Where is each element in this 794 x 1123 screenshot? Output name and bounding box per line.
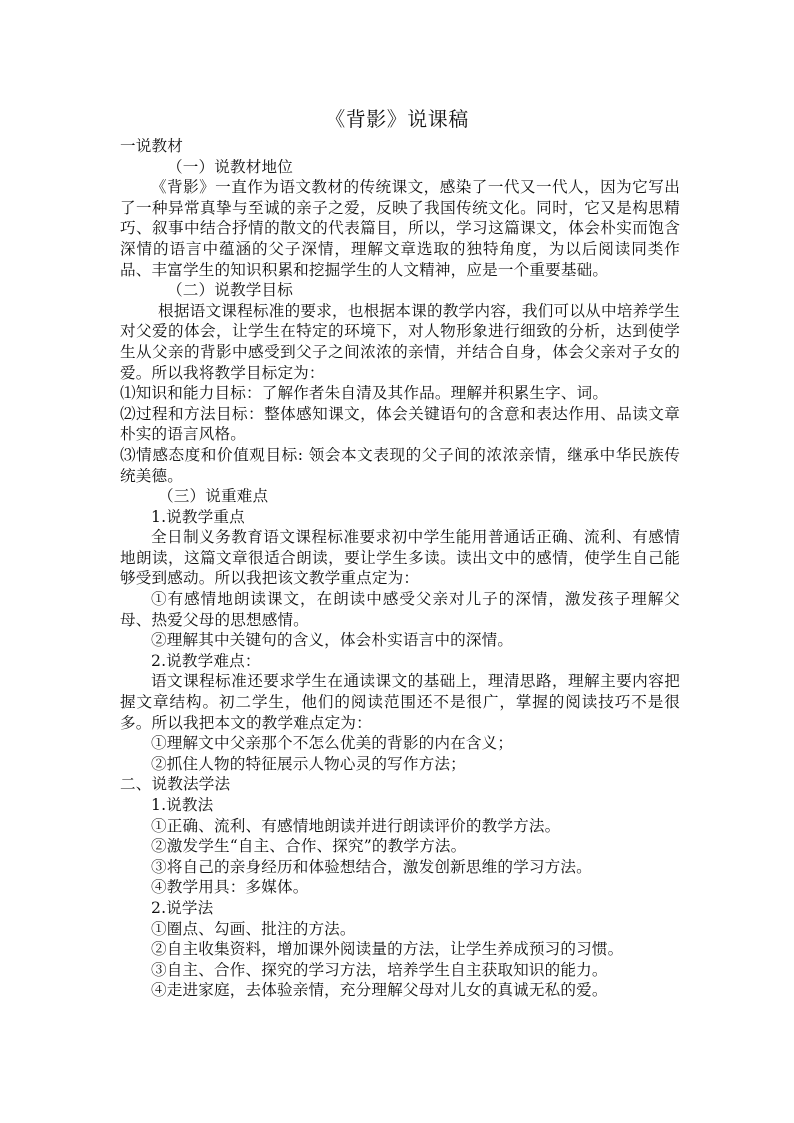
teaching-method-2: ②激发学生“自主、合作、探究”的教学方法。 [151, 837, 467, 856]
heading-teaching-key: 1.说教学重点 [151, 507, 245, 526]
document-title: 《背影》说课稿 [325, 107, 469, 131]
subheading-key-difficult: （三）说重难点 [158, 487, 269, 506]
difficulty-point-1: ①理解文中父亲那个不怎么优美的背影的内在含义； [151, 734, 514, 753]
document-body [120, 136, 680, 1001]
learning-method-1: ①圈点、勾画、批注的方法。 [151, 919, 356, 938]
learning-method-4: ④走进家庭，去体验亲情，充分理解父母对儿女的真诚无私的爱。 [151, 981, 608, 1000]
learning-method-2: ②自主收集资料，增加课外阅读量的方法，让学生养成预习的习惯。 [151, 940, 624, 959]
key-point-1: ①有感情地朗读课文，在朗读中感受父亲对儿子的深情，激发孩子理解父母、热爱父母的思想感情。 [120, 590, 680, 629]
teaching-method-3: ③将自己的亲身经历和体验想结合，激发创新思维的学习方法。 [151, 857, 592, 876]
teaching-method-4: ④教学用具：多媒体。 [151, 878, 309, 897]
paragraph-teaching-difficulty: 语文课程标准还要求学生在通读课文的基础上，理清思路，理解主要内容把握文章结构。初二学生，他们的阅读范围还不是很广，掌握的阅读技巧不是很多。所以我把本文的教学难点定为： [120, 672, 680, 732]
section-heading-methods: 二、说教法学法 [120, 775, 231, 794]
subheading-textbook-position: （一）说教材地位 [167, 157, 293, 176]
difficulty-point-2: ②抓住人物的特征展示人物心灵的写作方法； [151, 754, 466, 773]
goal-emotion: ⑶情感态度和价值观目标: 领会本文表现的父子间的浓浓亲情，继承中华民族传统美德。 [120, 445, 680, 485]
heading-learning-methods: 2.说学法 [151, 898, 214, 917]
paragraph-textbook-position: 《背影》一直作为语文教材的传统课文，感染了一代又一代人，因为它写出了一种异常真挚与至诚的亲子之爱，反映了我国传统文化。同时，它又是构思精巧、叙事中结合抒情的散文的代表篇目，所以，学习这篇课文，体会朴实而饱含深情的语言中蕴涵的父子深情，理解文章选取的独特角度，为以后阅读同类作品、丰富学生的知识积累和挖掘学生的人文精神，应是一个重要基础。 [120, 178, 680, 279]
paragraph-teaching-goals: 根据语文课程标准的要求，也根据本课的教学内容，我们可以从中培养学生对父爱的体会，让学生在特定的环境下，对人物形象进行细致的分析，达到使学生从父亲的背影中感受到父子之间浓浓的亲情，并结合自身，体会父亲对子女的爱。所以我将教学目标定为： [120, 301, 680, 382]
key-point-2: ②理解其中关键句的含义，体会朴实语言中的深情。 [151, 631, 514, 650]
learning-method-3: ③自主、合作、探究的学习方法，培养学生自主获取知识的能力。 [151, 960, 608, 979]
goal-knowledge: ⑴知识和能力目标：了解作者朱自清及其作品。理解并积累生字、词。 [120, 384, 609, 403]
paragraph-teaching-key: 全日制义务教育语文课程标准要求初中学生能用普通话正确、流利、有感情地朗读，这篇文章很适合朗读，要让学生多读。读出文中的感情，使学生自己能够受到感动。所以我把该文教学重点定为： [120, 528, 680, 588]
teaching-method-1: ①正确、流利、有感情地朗读并进行朗读评价的教学方法。 [151, 816, 561, 835]
heading-teaching-difficulty: 2.说教学难点： [151, 651, 261, 670]
goal-process: ⑵过程和方法目标：整体感知课文，体会关键语句的含意和表达作用、品读文章朴实的语言风格。 [120, 404, 680, 444]
heading-teaching-methods: 1.说教法 [151, 796, 214, 814]
subheading-teaching-goals: （二）说教学目标 [167, 281, 293, 300]
section-heading-textbook: 一说教材 [120, 137, 183, 155]
